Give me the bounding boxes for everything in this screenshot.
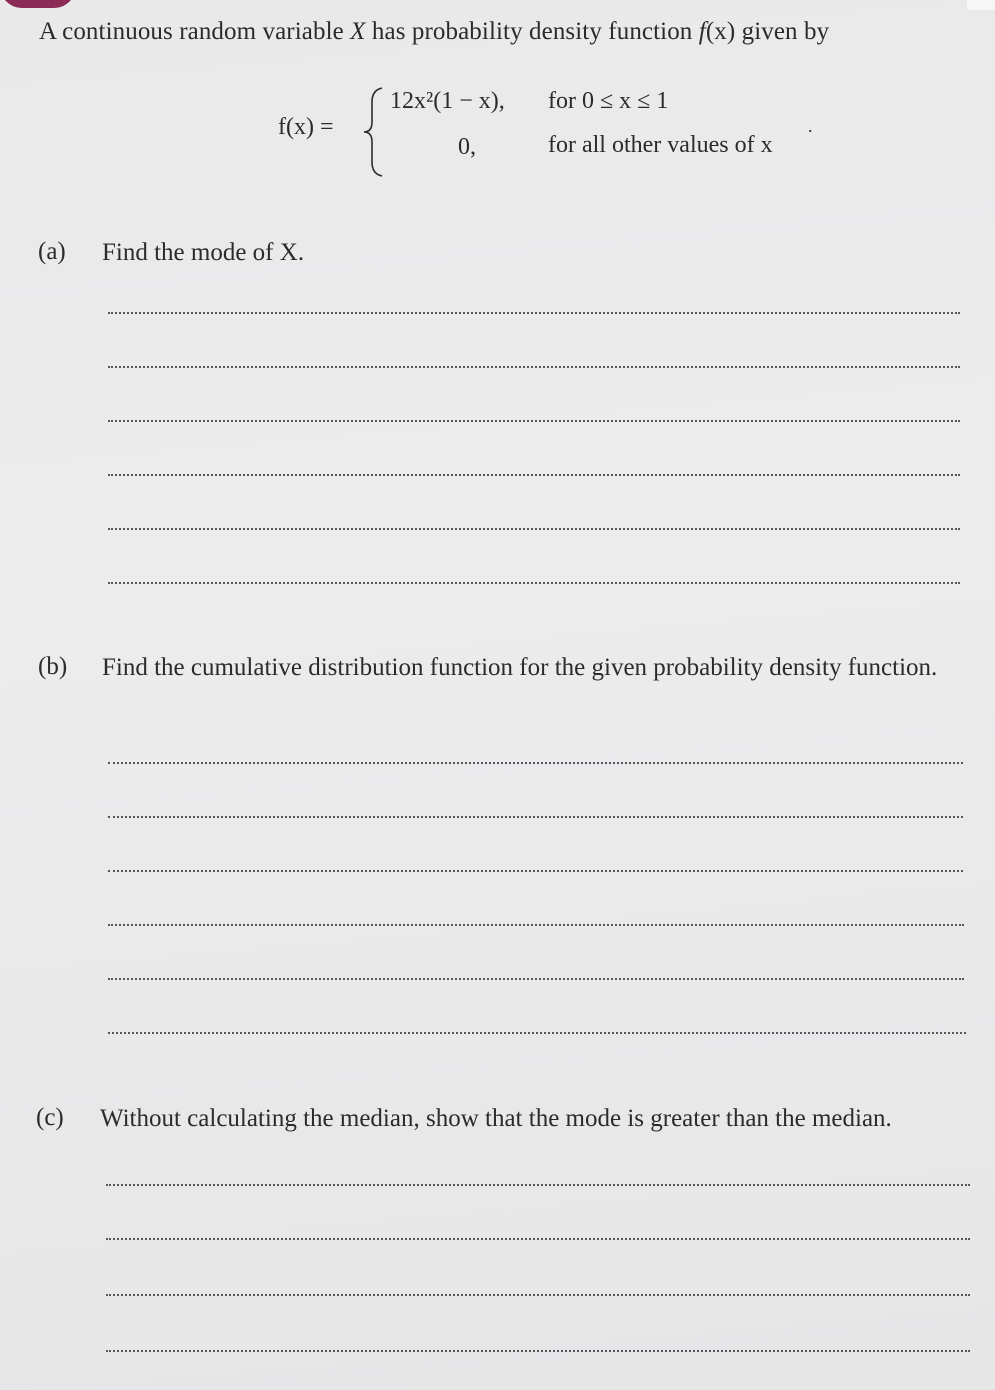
answer-line [108,528,960,530]
answer-line [106,1350,970,1352]
answer-line [108,762,963,764]
answer-line [106,1294,970,1296]
answer-line [106,1184,970,1186]
part-a-label: (a) [38,238,66,265]
part-c-label: (c) [36,1104,64,1131]
answer-line [108,312,960,314]
case1-expression: 12x²(1 − x), [390,88,505,114]
intro-function-name: f [698,18,706,45]
part-c-text: Without calculating the median, show that the mode is greater than the median. [100,1105,892,1132]
intro-middle: has probability density function [365,18,699,45]
case2-expression: 0, [458,134,476,160]
page-edge [967,0,995,10]
intro-variable: X [350,18,366,45]
answer-line [108,816,963,818]
part-a-text: Find the mode of X. [102,239,305,266]
part-b-text: Find the cumulative distribution function for the given probability density function. [102,654,938,681]
case1-condition: for 0 ≤ x ≤ 1 [548,88,669,114]
question-intro [39,18,829,46]
end-mark: . [808,116,813,136]
corner-decoration [0,0,76,8]
part-b-label: (b) [38,653,68,680]
left-brace [362,86,386,178]
answer-line [108,1032,966,1034]
answer-line [108,870,963,872]
answer-line [106,1238,970,1240]
answer-line [108,582,960,584]
piecewise-function [278,86,838,186]
case2-condition: for all other values of x [548,132,773,158]
answer-line [108,366,960,368]
intro-function-arg: (x) [705,18,736,45]
answer-line [108,924,964,926]
answer-line [108,474,960,476]
answer-line [108,978,964,980]
intro-suffix: given by [735,18,830,45]
function-lhs: f(x) = [278,114,334,140]
answer-line [108,420,960,422]
intro-prefix: A continuous random variable [39,18,351,45]
